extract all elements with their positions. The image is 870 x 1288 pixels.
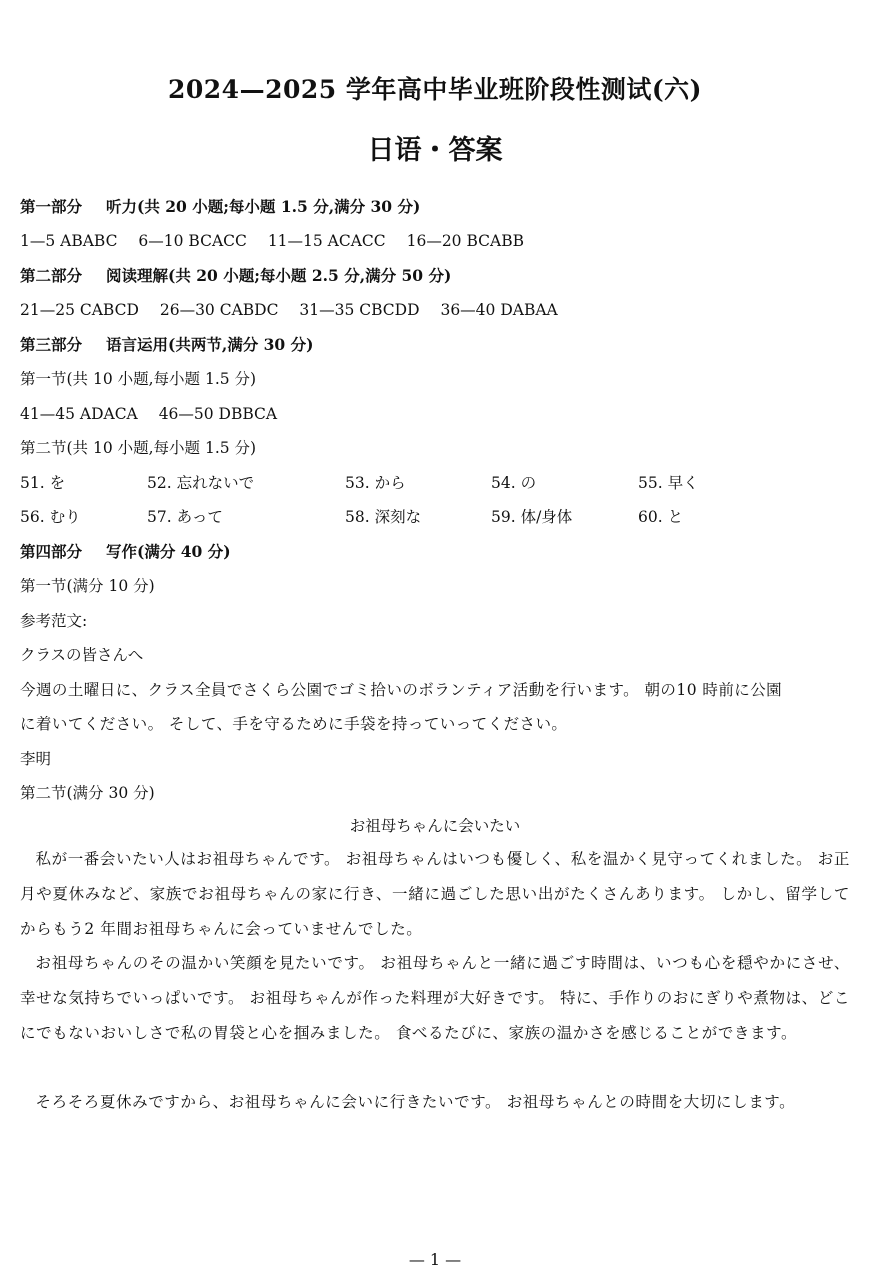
answer-group: 31—35 CBCDD — [299, 301, 420, 319]
fill-answer: 57. あって — [147, 508, 223, 526]
part2-desc: 阅读理解(共 20 小题;每小题 2.5 分,满分 50 分) — [106, 266, 452, 285]
part1-label: 第一部分 — [20, 197, 83, 216]
part4-label: 第四部分 — [20, 542, 83, 561]
part4-heading — [20, 540, 231, 564]
page-title: 2024—2025 学年高中毕业班阶段性测试(六) — [167, 75, 703, 104]
part1-answers — [20, 229, 540, 253]
answer-group: 11—15 ACACC — [267, 232, 386, 250]
part4-desc: 写作(满分 40 分) — [106, 542, 231, 561]
part3-section1-answers — [20, 402, 293, 426]
answer-group: 36—40 DABAA — [440, 301, 558, 319]
fill-answer: 54. の — [491, 474, 537, 492]
part1-desc: 听力(共 20 小题;每小题 1.5 分,满分 30 分) — [106, 197, 421, 216]
part4-section1-label: 第一节(满分 10 分) — [20, 577, 155, 595]
part4-section2-label: 第二节(满分 30 分) — [20, 784, 155, 802]
letter-signature: 李明 — [20, 750, 52, 768]
fill-answers-row-1 — [20, 471, 860, 495]
essay-paragraph-2: お祖母ちゃんのその温かい笑顔を見たいです。 お祖母ちゃんと一緒に過ごす時間は、いつも心を穏やかにさせ、幸せな気持ちでいっぱいです。 お祖母ちゃんが作った料理が大好きです。 特に、手作りのおにぎりや煮物は、どこにでもないおいしさで私の胃袋と心を掴みました。 食べるたびに、家族の温かさを感じることができます。 — [20, 954, 850, 1042]
fill-answer: 51. を — [20, 474, 66, 492]
essay-paragraph-1: 私が一番会いたい人はお祖母ちゃんです。 お祖母ちゃんはいつも優しく、私を温かく見守ってくれました。 お正月や夏休みなど、家族でお祖母ちゃんの家に行き、一緒に過ごした思い出がたくさんあります。 しかし、留学してからもう2 年間お祖母ちゃんに会っていませんでした。 — [20, 850, 851, 938]
essay-paragraph-3: そろそろ夏休みですから、お祖母ちゃんに会いに行きたいです。 お祖母ちゃんとの時間を大切にします。 — [35, 1093, 796, 1111]
fill-answer: 56. むり — [20, 508, 81, 526]
part2-label: 第二部分 — [20, 266, 83, 285]
letter-body-line-2: に着いてください。 そして、手を守るために手袋を持っていってください。 — [20, 715, 568, 733]
part3-section2-label: 第二节(共 10 小题,每小题 1.5 分) — [20, 439, 257, 457]
answer-group: 21—25 CABCD — [20, 301, 139, 319]
part2-answers — [20, 298, 574, 322]
fill-answer: 55. 早く — [638, 474, 699, 492]
fill-answer: 60. と — [638, 508, 684, 526]
answer-group: 1—5 ABABC — [20, 232, 118, 250]
part3-heading — [20, 333, 313, 357]
sample-label: 参考范文: — [20, 612, 88, 630]
page-subtitle: 日语・答案 — [367, 135, 503, 166]
fill-answer: 59. 体/身体 — [491, 508, 573, 526]
part2-heading — [20, 264, 451, 288]
letter-body-line-1: 今週の土曜日に、クラス全員でさくら公園でゴミ拾いのボランティア活動を行います。 朝の10 時前に公園 — [20, 681, 783, 699]
essay-title: お祖母ちゃんに会いたい — [349, 817, 521, 835]
fill-answers-row-2 — [20, 505, 860, 529]
answer-group: 6—10 BCACC — [138, 232, 247, 250]
answer-group: 26—30 CABDC — [159, 301, 279, 319]
answer-group: 16—20 BCABB — [406, 232, 524, 250]
fill-answer: 52. 忘れないで — [147, 474, 255, 492]
letter-greeting: クラスの皆さんへ — [20, 646, 144, 664]
part3-label: 第三部分 — [20, 335, 83, 354]
answer-group: 46—50 DBBCA — [158, 405, 278, 423]
part3-section1-label: 第一节(共 10 小题,每小题 1.5 分) — [20, 370, 257, 388]
answer-group: 41—45 ADACA — [20, 405, 138, 423]
part3-desc: 语言运用(共两节,满分 30 分) — [106, 335, 314, 354]
fill-answer: 53. から — [345, 474, 406, 492]
page-number: — 1 — — [408, 1250, 462, 1269]
part1-heading — [20, 195, 420, 219]
fill-answer: 58. 深刻な — [345, 508, 422, 526]
